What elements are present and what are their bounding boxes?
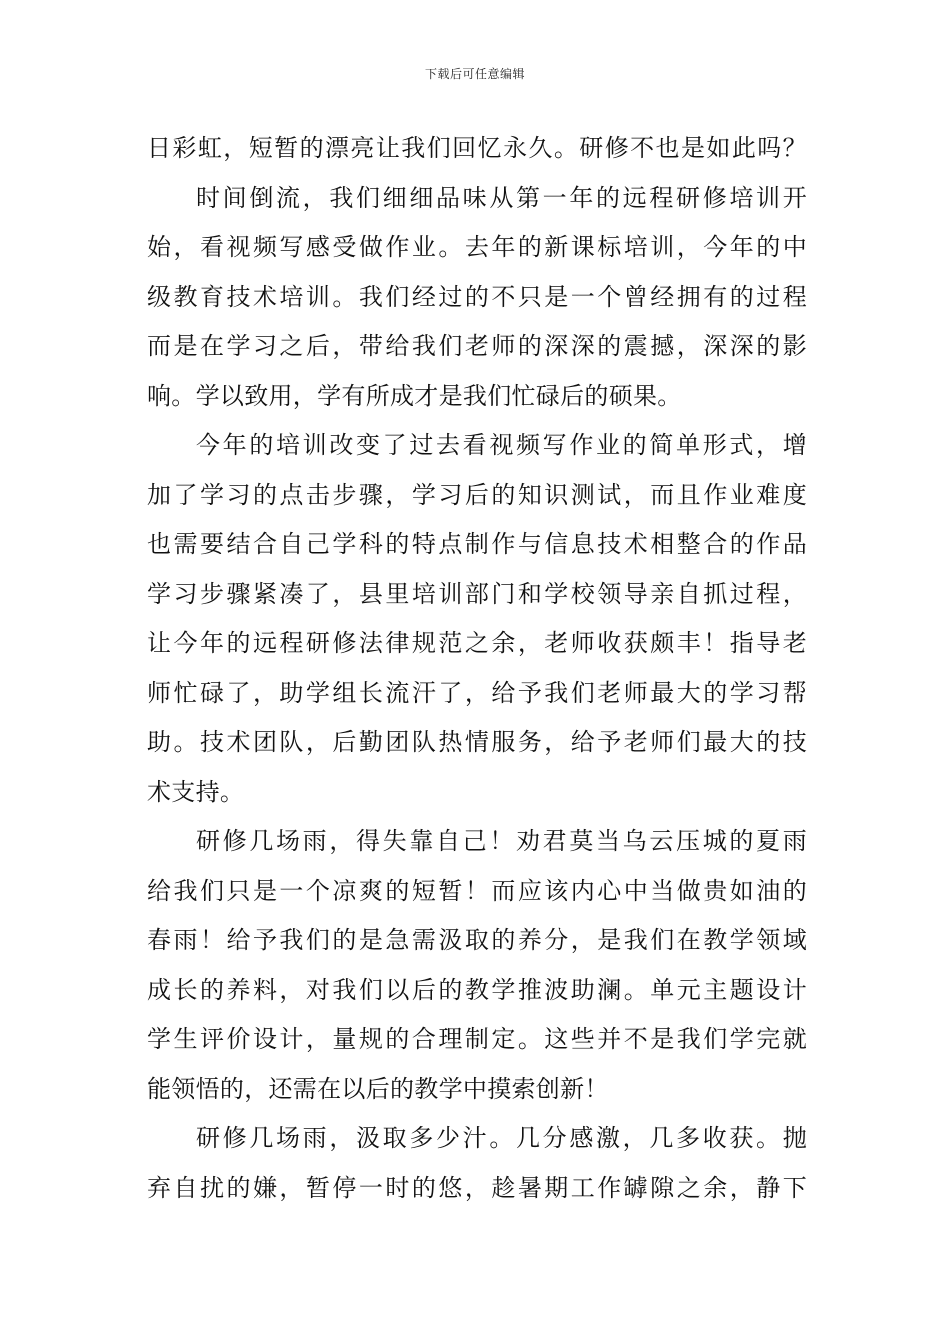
- paragraph-first-line: 今年的培训改变了过去看视频写作业的简单形式，增: [196, 431, 807, 459]
- paragraph-last-line: 能领悟的，还需在以后的教学中摸索创新！: [147, 1074, 609, 1103]
- text-line: 师忙碌了，助学组长流汗了，给予我们老师最大的学习帮: [147, 678, 807, 707]
- text-line: 让今年的远程研修法律规范之余，老师收获颇丰！指导老: [147, 629, 807, 657]
- text-line: 加了学习的点击步骤，学习后的知识测试，而且作业难度: [147, 480, 807, 509]
- text-line: 而是在学习之后，带给我们老师的深深的震撼，深深的影: [147, 332, 807, 360]
- paragraph-first-line: 研修几场雨，得失靠自己！劝君莫当乌云压城的夏雨: [196, 827, 807, 855]
- text-line: 学习步骤紧凑了，县里培训部门和学校领导亲自抓过程，: [147, 579, 807, 608]
- paragraph-last-line: 响。学以致用，学有所成才是我们忙碌后的硕果。: [147, 381, 682, 410]
- text-line: 始，看视频写感受做作业。去年的新课标培训，今年的中: [147, 233, 807, 261]
- text-line: 日彩虹，短暂的漂亮让我们回忆永久。研修不也是如此吗？: [147, 134, 807, 162]
- text-line: 级教育技术培训。我们经过的不只是一个曾经拥有的过程: [147, 282, 807, 311]
- text-line: 学生评价设计，量规的合理制定。这些并不是我们学完就: [147, 1025, 807, 1053]
- text-line: 给我们只是一个凉爽的短暂！而应该内心中当做贵如油的: [147, 876, 807, 905]
- text-line: 也需要结合自己学科的特点制作与信息技术相整合的作品: [147, 530, 807, 558]
- paragraph-first-line: 时间倒流，我们细细品味从第一年的远程研修培训开: [196, 183, 807, 212]
- text-line: 弃自扰的嫌，暂停一时的悠，趁暑期工作罅隙之余，静下: [147, 1173, 807, 1202]
- page-header: 下载后可任意编辑: [424, 67, 525, 81]
- paragraph-first-line: 研修几场雨，汲取多少汁。几分感激，几多收获。抛: [196, 1124, 807, 1152]
- text-line: 春雨！给予我们的是急需汲取的养分，是我们在教学领域: [147, 926, 807, 954]
- text-line: 助。技术团队，后勤团队热情服务，给予老师们最大的技: [147, 728, 807, 756]
- document-body: [147, 124, 807, 1213]
- paragraph-last-line: 术支持。: [147, 777, 245, 806]
- text-line: 成长的养料，对我们以后的教学推波助澜。单元主题设计: [147, 975, 807, 1004]
